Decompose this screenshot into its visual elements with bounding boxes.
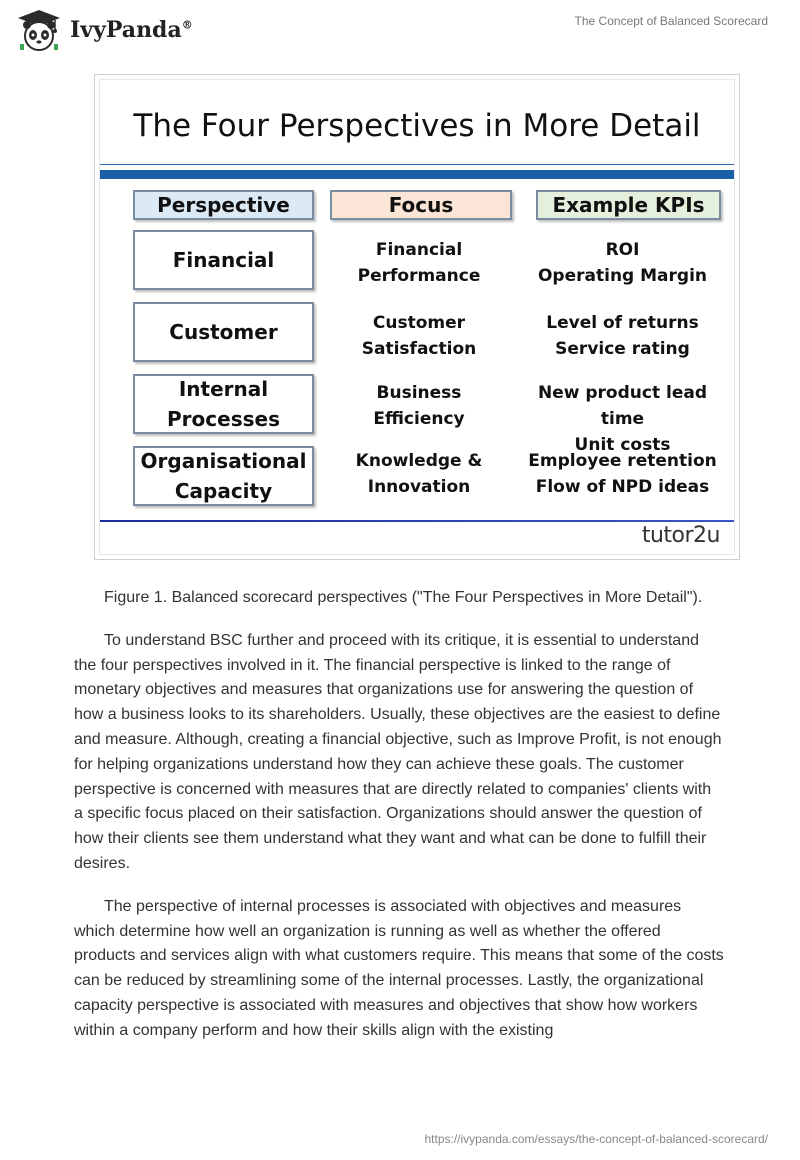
perspective-financial: Financial [133, 230, 314, 290]
figure-caption: Figure 1. Balanced scorecard perspectives ("The Four Perspectives in More Detail"). [104, 589, 703, 606]
header-focus: Focus [330, 190, 512, 220]
page-header [0, 0, 800, 60]
focus-internal-processes: Business Efficiency [373, 383, 465, 429]
paragraph: To understand BSC further and proceed with its critique, it is essential to understand the four perspectives involved in it. The financial perspective is linked to the range of monetary objectives and measures that organizations use for answering the question of how a business looks to its shareholders. Usually, these objectives are the easiest to define and measure. Although, creating a financial objective, such as Improve Profit, is not enough for helping organizations understand how they can achieve these goals. The customer perspective is concerned with measures that are directly related to companies' clients with a specific focus placed on their satisfaction. Organizations should answer the question of how their clients see them understand what they want and what can be done to fulfill their desires. [74, 631, 722, 872]
focus-customer: Customer Satisfaction [361, 313, 477, 359]
bottom-rule [100, 520, 734, 522]
perspective-customer: Customer [133, 302, 314, 362]
perspective-internal-processes: Internal Processes [133, 374, 314, 434]
slide-title: The Four Perspectives in More Detail [133, 108, 701, 144]
focus-financial: Financial Performance [357, 240, 481, 286]
slide [99, 79, 735, 555]
source-url[interactable]: https://ivypanda.com/essays/the-concept-of-balanced-scorecard/ [424, 1132, 768, 1146]
ivypanda-logo[interactable] [14, 8, 193, 52]
document-title: The Concept of Balanced Scorecard [574, 14, 768, 28]
title-rule-thin [100, 164, 734, 165]
figure-image [94, 74, 740, 560]
kpis-organisational-capacity: Employee retention Flow of NPD ideas [528, 451, 717, 497]
focus-organisational-capacity: Knowledge & Innovation [355, 451, 483, 497]
perspective-organisational-capacity: Organisational Capacity [133, 446, 314, 506]
article-body [74, 586, 724, 1062]
header-example-kpis: Example KPIs [536, 190, 721, 220]
kpis-financial: ROI Operating Margin [537, 240, 708, 286]
kpis-customer: Level of returns Service rating [546, 313, 699, 359]
paragraph: The perspective of internal processes is associated with objectives and measures which determine how well an organization is running as well as whether the offered products and services align with what customers require. This means that some of the costs can be reduced by streamlining some of the internal processes. Lastly, the organizational capacity perspective is associated with measures and objectives that show how workers within a company perform and how their skills align with the existing [74, 897, 724, 1039]
header-perspective: Perspective [133, 190, 314, 220]
kpis-internal-processes: New product lead time Unit costs [537, 383, 707, 455]
panda-icon [14, 8, 64, 52]
brand-name: IvyPanda® [70, 17, 193, 43]
title-rule-thick [100, 170, 734, 179]
tutor2u-logo: tutor2u [641, 523, 720, 548]
